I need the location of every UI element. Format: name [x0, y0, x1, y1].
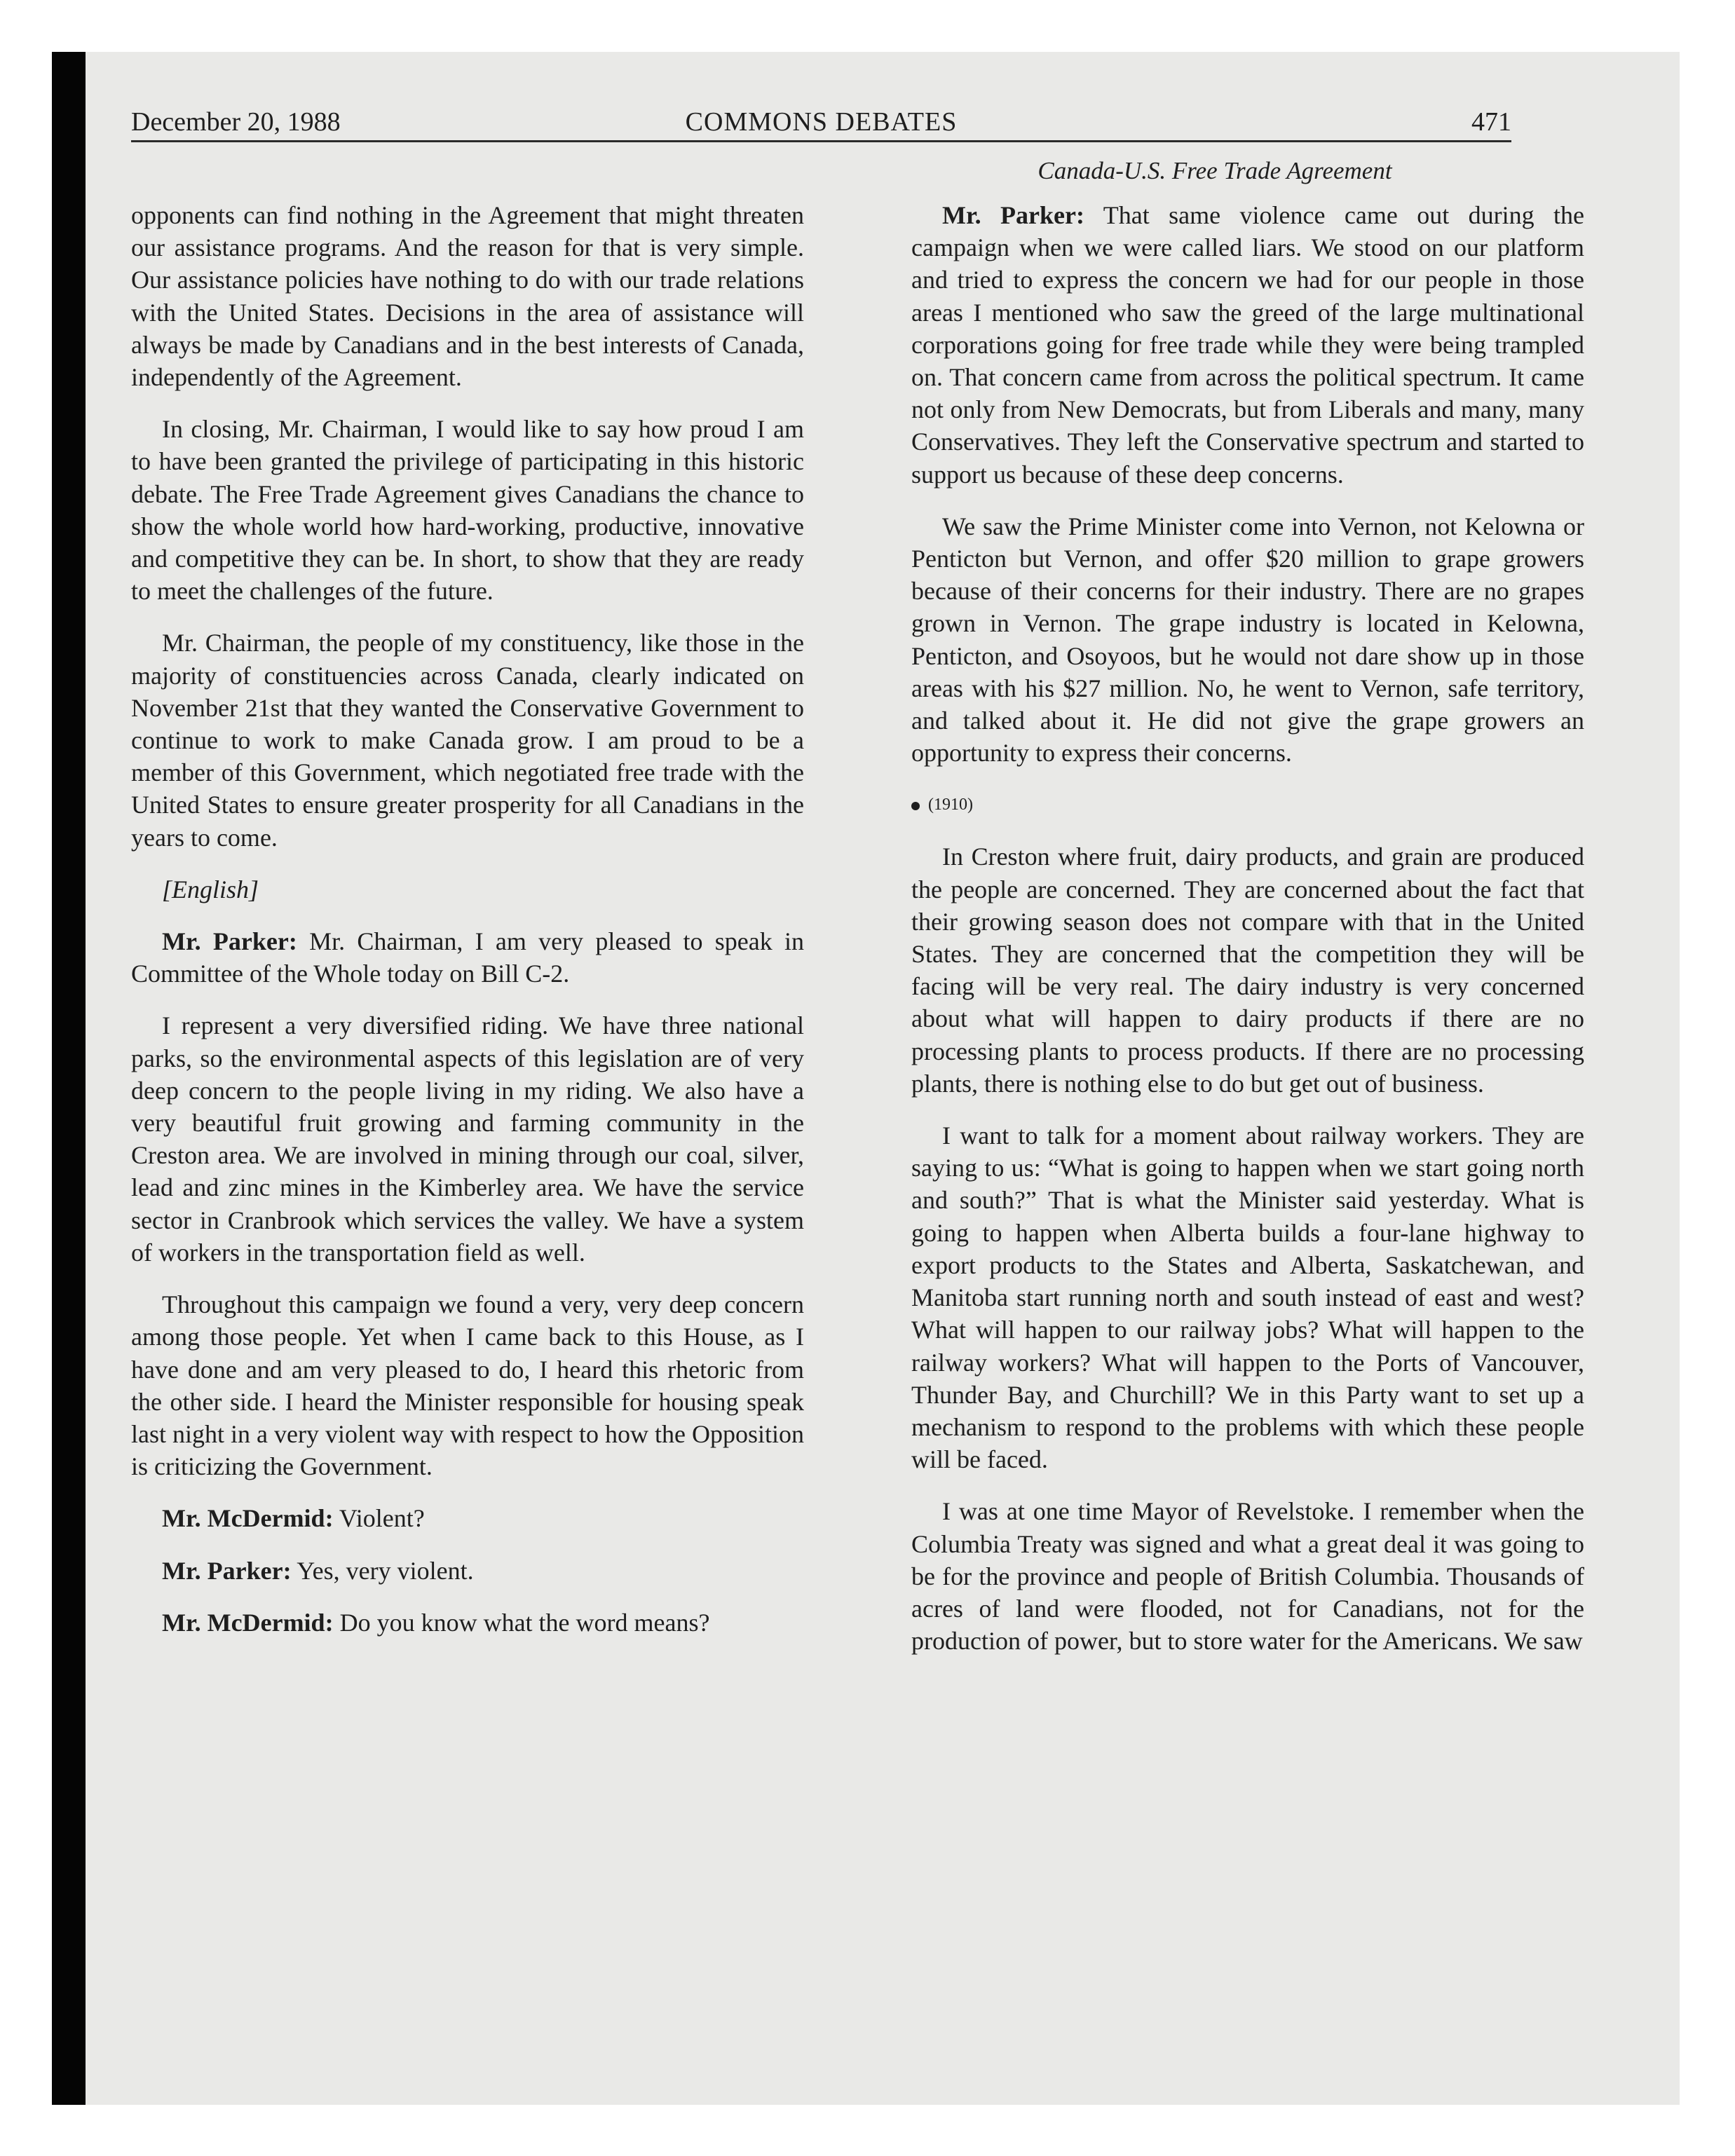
language-note: [English]	[162, 875, 259, 903]
speech-text: That same violence came out during the campaign when we were called liars. We stood on our platform and tried to express the concern we had for our people in those areas I mentioned who saw the greed of the large multinational corporations going for free trade while they were being trampled on. That concern came from across the political spectrum. It came not only from New Democrats, but from Liberals and many, many Conservatives. They left the Conservative spectrum and started to support us because of these deep concerns.	[911, 201, 1584, 489]
paragraph	[131, 1555, 804, 1587]
speaker-name: Mr. Parker:	[942, 201, 1084, 229]
paragraph	[131, 1606, 804, 1639]
section-subhead: Canada-U.S. Free Trade Agreement	[1037, 157, 1392, 184]
speaker-name: Mr. Parker:	[162, 927, 297, 956]
paragraph: I was at one time Mayor of Revelstoke. I remember when the Columbia Treaty was signed and what a great deal it was going to be for the province and people of British Columbia. Thousands of acres of land were flooded, not for Canadians, not for the production of power, but to store water for the Americans. We saw	[911, 1497, 1584, 1656]
paragraph: We saw the Prime Minister come into Vernon, not Kelowna or Penticton but Vernon, and offer $20 million to grape growers because of their concerns for their industry. There are no grapes grown in Vernon. The grape industry is located in Kelowna, Penticton, and Osoyoos, but he would not dare show up in those areas with his $27 million. No, he went to Vernon, safe territory, and talked about it. He did not give the grape growers an opportunity to express their concerns.	[911, 512, 1584, 767]
speech-text: Mr. Chairman, I am very pleased to speak in Committee of the Whole today on Bill C-2.	[131, 927, 805, 988]
binding-edge	[52, 52, 86, 2105]
header-title: COMMONS DEBATES	[685, 107, 958, 137]
speaker-name: Mr. Parker:	[162, 1556, 292, 1585]
paragraph: Mr. Chairman, the people of my constituency, like those in the majority of constituencies across Canada, clearly indicated on November 21st that they wanted the Conservative Government to continue to work to make Canada grow. I am proud to be a member of this Government, which negotiated free trade with the United States to ensure greater prosperity for all Canadians in the years to come.	[131, 629, 804, 852]
paragraph: In Creston where fruit, dairy products, and grain are produced the people are concerned. They are concerned about the fact that their growing season does not compare with that in the United States. They are concerned that the competition they will be facing will be very real. The dairy industry is very concerned about what will happen to dairy products if there are no processing plants to process products. If there are no processing plants, there is nothing else to do but get out of business.	[911, 842, 1584, 1098]
speaker-name: Mr. McDermid:	[162, 1504, 334, 1533]
paragraph: I represent a very diversified riding. We have three national parks, so the environmental aspects of this legislation are of very deep concern to the people living in my riding. We also have a very beautiful fruit growing and farming community in the Creston area. We are involved in mining through our coal, silver, lead and zinc mines in the Kimberley area. We have the service sector in Cranbrook which services the valley. We have a system of workers in the transportation field as well.	[131, 1011, 804, 1267]
speech-text: Yes, very violent.	[291, 1556, 474, 1585]
paragraph: Throughout this campaign we found a very, very deep concern among those people. Yet when I came back to this House, as I have done and am very pleased to do, I heard this rhetoric from the other side. I heard the Minister responsible for housing speak last night in a very violent way with respect to how the Opposition is criticizing the Government.	[131, 1290, 804, 1481]
time-marker-label: (1910)	[928, 796, 973, 814]
speaker-name: Mr. McDermid:	[162, 1608, 334, 1637]
speech-text: Do you know what the word means?	[333, 1608, 710, 1637]
paragraph: I want to talk for a moment about railway workers. They are saying to us: “What is going to happen when we start going north and south?” That is what the Minister said yesterday. What is going to happen when Alberta builds a four-lane highway to export products to the States and Alberta, Saskatchewan, and Manitoba start running north and south instead of east and west? What will happen to our railway jobs? What will happen to the railway workers? What will happen to the Ports of Vancouver, Thunder Bay, and Churchill? We in this Party want to set up a mechanism to respond to the problems with which these people will be faced.	[911, 1121, 1584, 1474]
page-header	[131, 105, 1511, 142]
paragraph	[131, 925, 804, 990]
header-page-number: 471	[1471, 107, 1511, 137]
time-marker	[911, 789, 1584, 821]
header-date: December 20, 1988	[131, 107, 341, 137]
paragraph	[131, 1502, 804, 1534]
speech-text: Violent?	[333, 1504, 425, 1533]
left-column	[131, 199, 804, 1658]
bullet-dot-icon	[911, 802, 920, 810]
paragraph: In closing, Mr. Chairman, I would like to say how proud I am to have been granted the privilege of participating in this historic debate. The Free Trade Agreement gives Canadians the chance to show the whole world how hard-working, productive, innovative and competitive they can be. In short, to show that they are ready to meet the challenges of the future.	[131, 415, 804, 606]
paragraph: opponents can find nothing in the Agreement that might threaten our assistance programs. And the reason for that is very simple. Our assistance policies have nothing to do with our trade relations with the United States. Decisions in the area of assistance will always be made by Canadians and in the best interests of Canada, independently of the Agreement.	[131, 201, 804, 392]
paragraph	[911, 199, 1584, 491]
right-column	[911, 199, 1584, 1677]
